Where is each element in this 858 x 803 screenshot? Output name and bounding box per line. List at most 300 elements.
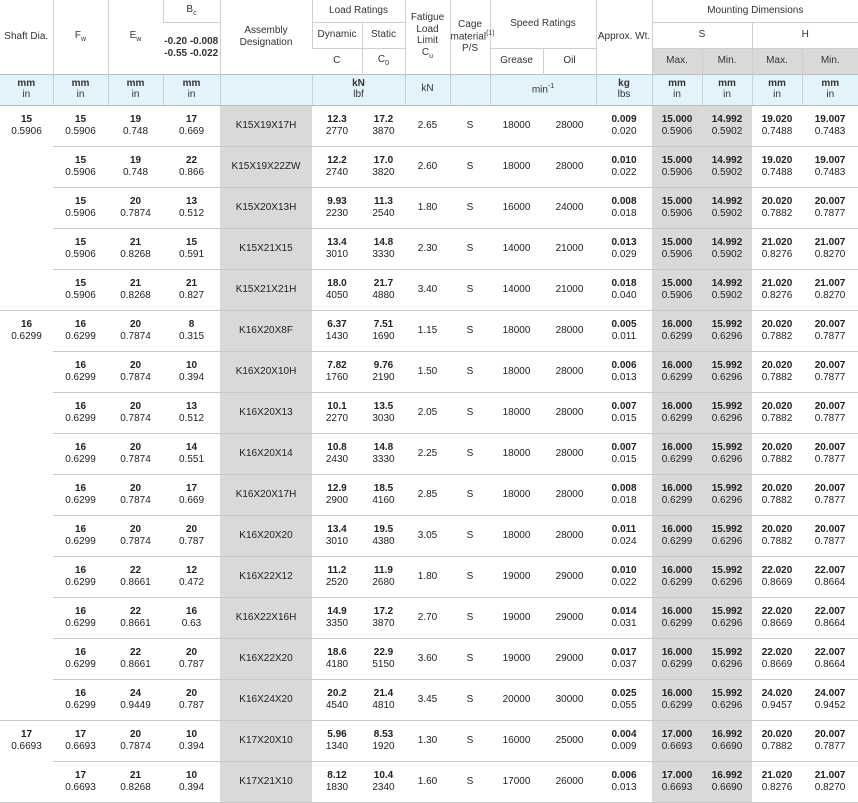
- table-row: [0, 269, 858, 310]
- cell-dynamic-imperial: 2900: [325, 494, 349, 506]
- cell-ew: [108, 310, 163, 351]
- header-fatigue: Fatigue Load Limit $C_u$: [405, 0, 450, 74]
- table-row: [0, 392, 858, 433]
- cell-fw-metric: 16: [74, 646, 87, 658]
- cell-weight-imperial: 0.015: [611, 453, 637, 465]
- cell-shaft: [0, 105, 53, 146]
- cell-h-max-imperial: 0.8276: [761, 289, 793, 301]
- header-speed-ratings: Speed Ratings: [490, 0, 596, 48]
- header-h-min: Min.: [802, 48, 858, 74]
- cell-fw-imperial: 0.6299: [65, 617, 96, 629]
- cell-static-metric: 9.76: [373, 359, 394, 371]
- cell-h-min-metric: 19.007: [814, 154, 846, 166]
- table-row: [0, 474, 858, 515]
- unit-h-min: mm in: [802, 74, 858, 105]
- cell-weight-metric: 0.025: [611, 687, 637, 699]
- cell-ew-imperial: 0.8268: [120, 781, 151, 793]
- cell-grease-value: 16000: [502, 734, 531, 746]
- cell-fw-imperial: 0.6299: [65, 699, 96, 711]
- cell-oil: [543, 105, 596, 146]
- cell-h-max-metric: 21.020: [761, 277, 793, 289]
- cell-bc-metric: 22: [185, 154, 198, 166]
- cell-grease: [490, 187, 543, 228]
- cell-cage-value: S: [466, 283, 474, 295]
- header-ew: $E_w$: [108, 0, 163, 74]
- cell-assembly-value: K16X20X8F: [239, 324, 293, 336]
- cell-cage: [450, 433, 490, 474]
- cell-dynamic-metric: 9.93: [327, 195, 347, 207]
- cell-s-min-imperial: 0.6690: [711, 740, 743, 752]
- cell-ew-metric: 20: [129, 523, 142, 535]
- cell-static-metric: 11.3: [374, 195, 393, 207]
- cell-fatigue-value: 2.85: [417, 488, 438, 500]
- cell-ew-imperial: 0.8268: [120, 248, 151, 260]
- unit-load: kN lbf: [312, 74, 405, 105]
- unit-s-max: mm in: [652, 74, 702, 105]
- cell-oil-value: 29000: [555, 570, 584, 582]
- table-row: [0, 515, 858, 556]
- cell-s-min-metric: 15.992: [711, 564, 743, 576]
- header-grease: Grease: [490, 48, 543, 74]
- cell-ew-metric: 21: [129, 277, 142, 289]
- cell-cage: [450, 228, 490, 269]
- cell-s-min-imperial: 0.5902: [711, 125, 743, 137]
- cell-static: [362, 146, 405, 187]
- cell-fw-imperial: 0.6299: [65, 658, 96, 670]
- cell-fatigue: [405, 474, 450, 515]
- cell-static: [362, 269, 405, 310]
- cell-s-min-imperial: 0.6296: [711, 494, 743, 506]
- cell-h-min-imperial: 0.8270: [814, 289, 846, 301]
- cell-assembly: [220, 597, 312, 638]
- cell-s-max: [652, 638, 702, 679]
- cell-cage-value: S: [466, 693, 474, 705]
- cell-bc-metric: 17: [185, 482, 198, 494]
- cell-s-max: [652, 556, 702, 597]
- cell-bc-imperial: 0.827: [178, 289, 205, 301]
- cell-weight-metric: 0.007: [611, 400, 637, 412]
- cell-static: [362, 556, 405, 597]
- cell-weight: [596, 146, 652, 187]
- cell-s-max-imperial: 0.6299: [661, 453, 693, 465]
- cell-oil: [543, 269, 596, 310]
- cell-s-min-imperial: 0.6296: [711, 371, 743, 383]
- cell-h-max-imperial: 0.7882: [761, 371, 793, 383]
- cell-s-max-metric: 15.000: [661, 236, 693, 248]
- cell-dynamic-metric: 20.2: [327, 687, 347, 699]
- cell-fw-imperial: 0.6693: [65, 781, 96, 793]
- header-s: S: [652, 22, 752, 48]
- cell-bc: [163, 679, 220, 720]
- cell-weight-imperial: 0.018: [611, 207, 637, 219]
- cell-assembly-value: K17X21X10: [239, 775, 293, 787]
- cell-s-min-imperial: 0.6296: [711, 617, 743, 629]
- cell-bc-imperial: 0.551: [178, 453, 205, 465]
- cell-fw: [53, 679, 108, 720]
- cell-ew-imperial: 0.748: [122, 166, 149, 178]
- cell-fw-imperial: 0.6299: [65, 576, 96, 588]
- cell-cage-value: S: [466, 119, 474, 131]
- cell-fw-metric: 16: [74, 318, 87, 330]
- header-cage: Cage material$^{(1)}$ P/S: [450, 0, 490, 74]
- cell-h-min: [802, 392, 858, 433]
- cell-h-min-metric: 20.007: [814, 359, 846, 371]
- cell-grease: [490, 474, 543, 515]
- cell-fatigue: [405, 679, 450, 720]
- cell-s-max-metric: 16.000: [661, 359, 693, 371]
- cell-s-min: [702, 638, 752, 679]
- cell-h-min: [802, 351, 858, 392]
- cell-grease-value: 19000: [502, 611, 531, 623]
- cell-ew: [108, 679, 163, 720]
- cell-fw: [53, 720, 108, 761]
- cell-dynamic: [312, 269, 362, 310]
- cell-fatigue-value: 1.80: [417, 201, 438, 213]
- cell-weight-metric: 0.009: [611, 113, 637, 125]
- cell-weight: [596, 679, 652, 720]
- cell-bc: [163, 187, 220, 228]
- cell-bc: [163, 433, 220, 474]
- cell-s-max: [652, 392, 702, 433]
- cell-dynamic: [312, 392, 362, 433]
- cell-weight-imperial: 0.040: [611, 289, 637, 301]
- cell-bc-metric: 21: [185, 277, 198, 289]
- cell-h-min-metric: 20.007: [814, 482, 846, 494]
- cell-dynamic-imperial: 2770: [325, 125, 349, 137]
- cell-cage-value: S: [466, 611, 474, 623]
- cell-ew-metric: 22: [129, 605, 142, 617]
- cell-weight-metric: 0.017: [611, 646, 637, 658]
- cell-assembly: [220, 679, 312, 720]
- cell-oil: [543, 679, 596, 720]
- cell-fatigue-value: 2.05: [417, 406, 438, 418]
- cell-h-max-metric: 20.020: [761, 195, 793, 207]
- cell-cage: [450, 392, 490, 433]
- cell-ew-metric: 22: [129, 564, 142, 576]
- cell-fw-imperial: 0.6299: [65, 330, 96, 342]
- cell-shaft: [0, 597, 53, 638]
- cell-cage: [450, 597, 490, 638]
- cell-weight: [596, 515, 652, 556]
- cell-ew-metric: 19: [129, 154, 142, 166]
- unit-fatigue: kN: [405, 74, 450, 105]
- header-s-max: Max.: [652, 48, 702, 74]
- cell-fw-imperial: 0.5906: [65, 166, 96, 178]
- cell-dynamic-imperial: 1760: [325, 371, 349, 383]
- cell-static-imperial: 3330: [372, 248, 395, 260]
- cell-assembly-value: K16X22X16H: [235, 611, 297, 623]
- cell-fw-imperial: 0.5906: [65, 289, 96, 301]
- cell-dynamic: [312, 105, 362, 146]
- cell-h-min-metric: 22.007: [814, 605, 846, 617]
- cell-h-min-imperial: 0.8270: [814, 781, 846, 793]
- cell-cage: [450, 720, 490, 761]
- cell-s-max-metric: 16.000: [661, 482, 693, 494]
- cell-h-min-metric: 20.007: [814, 318, 846, 330]
- cell-oil-value: 28000: [555, 447, 584, 459]
- cell-shaft: [0, 392, 53, 433]
- cell-oil-value: 29000: [555, 611, 584, 623]
- cell-bc-imperial: 0.787: [178, 699, 205, 711]
- header-bc-tolerance: -0.20 -0.008 -0.55 -0.022: [164, 36, 219, 59]
- cell-oil-value: 28000: [555, 365, 584, 377]
- cell-grease: [490, 228, 543, 269]
- table-row: [0, 351, 858, 392]
- cell-assembly: [220, 105, 312, 146]
- cell-grease-value: 18000: [502, 324, 531, 336]
- cell-ew-metric: 20: [129, 728, 142, 740]
- header-oil: Oil: [543, 48, 596, 74]
- cell-static: [362, 433, 405, 474]
- cell-assembly: [220, 638, 312, 679]
- unit-h-max: mm in: [752, 74, 802, 105]
- cell-oil: [543, 433, 596, 474]
- cell-bc-imperial: 0.866: [178, 166, 205, 178]
- cell-s-min: [702, 228, 752, 269]
- cell-cage: [450, 679, 490, 720]
- cell-fatigue: [405, 433, 450, 474]
- unit-cage: [450, 74, 490, 105]
- cell-static-imperial: 5150: [372, 658, 395, 670]
- cell-fatigue-value: 1.30: [417, 734, 438, 746]
- cell-bc-metric: 20: [185, 646, 198, 658]
- cell-bc-metric: 20: [185, 687, 198, 699]
- cell-s-min: [702, 474, 752, 515]
- cell-weight-metric: 0.010: [611, 564, 637, 576]
- cell-s-max-imperial: 0.6299: [661, 617, 693, 629]
- cell-shaft: [0, 351, 53, 392]
- cell-bc-imperial: 0.512: [178, 412, 205, 424]
- cell-static: [362, 515, 405, 556]
- cell-s-max-imperial: 0.6299: [661, 330, 693, 342]
- cell-weight-imperial: 0.020: [611, 125, 637, 137]
- cell-bc: [163, 720, 220, 761]
- cell-grease-value: 14000: [502, 283, 531, 295]
- cell-static: [362, 474, 405, 515]
- cell-h-max-metric: 19.020: [761, 113, 793, 125]
- cell-ew-metric: 22: [129, 646, 142, 658]
- cell-s-max: [652, 187, 702, 228]
- cell-h-max-metric: 20.020: [761, 359, 793, 371]
- cell-weight-imperial: 0.022: [611, 576, 637, 588]
- cell-h-max-metric: 20.020: [761, 400, 793, 412]
- cell-oil: [543, 392, 596, 433]
- cell-h-max-metric: 20.020: [761, 523, 793, 535]
- cell-grease-value: 14000: [502, 242, 531, 254]
- cell-h-min-metric: 21.007: [814, 277, 846, 289]
- cell-h-max-imperial: 0.9457: [761, 699, 793, 711]
- cell-h-max-imperial: 0.7882: [761, 740, 793, 752]
- cell-static-imperial: 2340: [372, 781, 395, 793]
- cell-shaft: [0, 187, 53, 228]
- cell-h-max-metric: 24.020: [761, 687, 793, 699]
- cell-s-min-metric: 15.992: [711, 605, 743, 617]
- cell-cage-value: S: [466, 242, 474, 254]
- cell-weight: [596, 351, 652, 392]
- cell-dynamic: [312, 515, 362, 556]
- cell-s-max-metric: 15.000: [661, 113, 693, 125]
- cell-fw-metric: 16: [74, 359, 87, 371]
- cell-fw-imperial: 0.5906: [65, 125, 96, 137]
- cell-static: [362, 187, 405, 228]
- cell-h-max-metric: 21.020: [761, 236, 793, 248]
- cell-static-imperial: 2540: [372, 207, 395, 219]
- cell-assembly-value: K15X21X15: [239, 242, 293, 254]
- cell-assembly: [220, 515, 312, 556]
- cell-h-min: [802, 269, 858, 310]
- table-row: [0, 105, 858, 146]
- cell-s-min-imperial: 0.6296: [711, 453, 743, 465]
- cell-bc-metric: 13: [185, 400, 198, 412]
- cell-s-max-imperial: 0.6299: [661, 371, 693, 383]
- cell-ew-imperial: 0.8661: [120, 658, 151, 670]
- cell-weight-metric: 0.011: [611, 523, 637, 535]
- unit-ew: mm in: [108, 74, 163, 105]
- cell-s-min-metric: 15.992: [711, 318, 743, 330]
- cell-bc-imperial: 0.315: [178, 330, 205, 342]
- cell-ew: [108, 474, 163, 515]
- cell-fw: [53, 638, 108, 679]
- cell-h-min-imperial: 0.8270: [814, 248, 846, 260]
- cell-assembly-value: K15X19X22ZW: [231, 160, 301, 172]
- cell-h-max-imperial: 0.8669: [761, 617, 793, 629]
- cell-shaft-imperial: 0.6299: [11, 330, 42, 342]
- cell-weight-imperial: 0.029: [611, 248, 637, 260]
- cell-bc-imperial: 0.669: [178, 494, 205, 506]
- cell-shaft: [0, 146, 53, 187]
- table-row: [0, 433, 858, 474]
- cell-oil-value: 28000: [555, 488, 584, 500]
- cell-s-max: [652, 269, 702, 310]
- cell-ew-imperial: 0.8661: [120, 617, 151, 629]
- cell-oil: [543, 146, 596, 187]
- cell-s-min-metric: 14.992: [711, 113, 743, 125]
- cell-bc-imperial: 0.472: [178, 576, 205, 588]
- cell-h-max: [752, 187, 802, 228]
- cell-assembly: [220, 720, 312, 761]
- cell-static-metric: 8.53: [373, 728, 394, 740]
- cell-ew: [108, 392, 163, 433]
- cell-static-metric: 14.8: [373, 236, 394, 248]
- cell-h-max-metric: 20.020: [761, 482, 793, 494]
- cell-dynamic-metric: 12.2: [327, 154, 347, 166]
- cell-static-imperial: 4380: [372, 535, 395, 547]
- cell-static: [362, 351, 405, 392]
- cell-dynamic-imperial: 1430: [325, 330, 349, 342]
- cell-s-min: [702, 720, 752, 761]
- cell-s-max: [652, 474, 702, 515]
- cell-h-max: [752, 392, 802, 433]
- cell-h-min: [802, 720, 858, 761]
- cell-ew: [108, 146, 163, 187]
- cell-ew-imperial: 0.7874: [120, 330, 151, 342]
- cell-s-min-metric: 16.992: [711, 728, 743, 740]
- cell-weight-imperial: 0.015: [611, 412, 637, 424]
- cell-s-min-metric: 15.992: [711, 482, 743, 494]
- cell-s-max-imperial: 0.6299: [661, 412, 693, 424]
- cell-cage-value: S: [466, 775, 474, 787]
- cell-weight-imperial: 0.037: [611, 658, 637, 670]
- cell-h-min-metric: 19.007: [814, 113, 846, 125]
- cell-fw: [53, 146, 108, 187]
- cell-assembly-value: K15X19X17H: [235, 119, 297, 131]
- cell-bc-imperial: 0.512: [178, 207, 205, 219]
- cell-bc-metric: 12: [185, 564, 198, 576]
- cell-dynamic: [312, 720, 362, 761]
- cell-ew-metric: 19: [129, 113, 142, 125]
- cell-h-min-imperial: 0.7483: [814, 125, 846, 137]
- cell-s-max: [652, 105, 702, 146]
- header-static: Static: [362, 22, 405, 48]
- cell-shaft-metric: 17: [20, 728, 33, 740]
- cell-h-min-imperial: 0.7483: [814, 166, 846, 178]
- cell-s-min-imperial: 0.5902: [711, 207, 743, 219]
- cell-weight: [596, 310, 652, 351]
- cell-dynamic-metric: 13.4: [327, 523, 347, 535]
- cell-bc: [163, 474, 220, 515]
- cell-dynamic-imperial: 3010: [325, 535, 349, 547]
- cell-shaft: [0, 269, 53, 310]
- cell-fatigue-value: 2.60: [417, 160, 438, 172]
- cell-h-max-imperial: 0.7488: [761, 166, 793, 178]
- cell-h-max: [752, 228, 802, 269]
- cell-ew-metric: 20: [129, 195, 142, 207]
- cell-ew-metric: 21: [129, 769, 142, 781]
- cell-h-min-imperial: 0.7877: [814, 494, 846, 506]
- cell-oil-value: 28000: [555, 406, 584, 418]
- cell-weight-metric: 0.014: [611, 605, 637, 617]
- cell-static: [362, 597, 405, 638]
- cell-s-max: [652, 515, 702, 556]
- cell-static-metric: 19.5: [373, 523, 394, 535]
- cell-cage: [450, 146, 490, 187]
- cell-fatigue-value: 1.60: [417, 775, 438, 787]
- cell-fw-metric: 16: [74, 523, 87, 535]
- cell-s-max-metric: 17.000: [661, 728, 693, 740]
- cell-s-min: [702, 679, 752, 720]
- cell-h-max: [752, 556, 802, 597]
- cell-shaft-imperial: 0.6693: [11, 740, 42, 752]
- cell-fatigue: [405, 187, 450, 228]
- cell-weight-imperial: 0.011: [611, 330, 637, 342]
- cell-s-max-metric: 17.000: [661, 769, 693, 781]
- cell-s-max-imperial: 0.5906: [661, 125, 693, 137]
- cell-h-max-imperial: 0.7882: [761, 494, 793, 506]
- cell-static: [362, 392, 405, 433]
- cell-assembly-value: K16X20X17H: [235, 488, 297, 500]
- cell-static-metric: 17.2: [373, 605, 394, 617]
- cell-weight-imperial: 0.009: [611, 740, 637, 752]
- cell-ew: [108, 228, 163, 269]
- cell-s-min: [702, 556, 752, 597]
- cell-weight-metric: 0.004: [611, 728, 637, 740]
- cell-fw: [53, 556, 108, 597]
- cell-static-metric: 10.4: [373, 769, 394, 781]
- cell-ew-imperial: 0.8661: [120, 576, 151, 588]
- cell-dynamic-imperial: 3010: [325, 248, 349, 260]
- cell-fatigue: [405, 392, 450, 433]
- cell-bc: [163, 351, 220, 392]
- cell-s-min-imperial: 0.6690: [711, 781, 743, 793]
- cell-h-max: [752, 269, 802, 310]
- cell-weight: [596, 228, 652, 269]
- cell-dynamic: [312, 597, 362, 638]
- cell-bc: [163, 515, 220, 556]
- cell-cage: [450, 105, 490, 146]
- cell-s-max-metric: 16.000: [661, 564, 693, 576]
- cell-static-imperial: 3820: [372, 166, 395, 178]
- unit-speed: $\min^{-1}$: [490, 74, 596, 105]
